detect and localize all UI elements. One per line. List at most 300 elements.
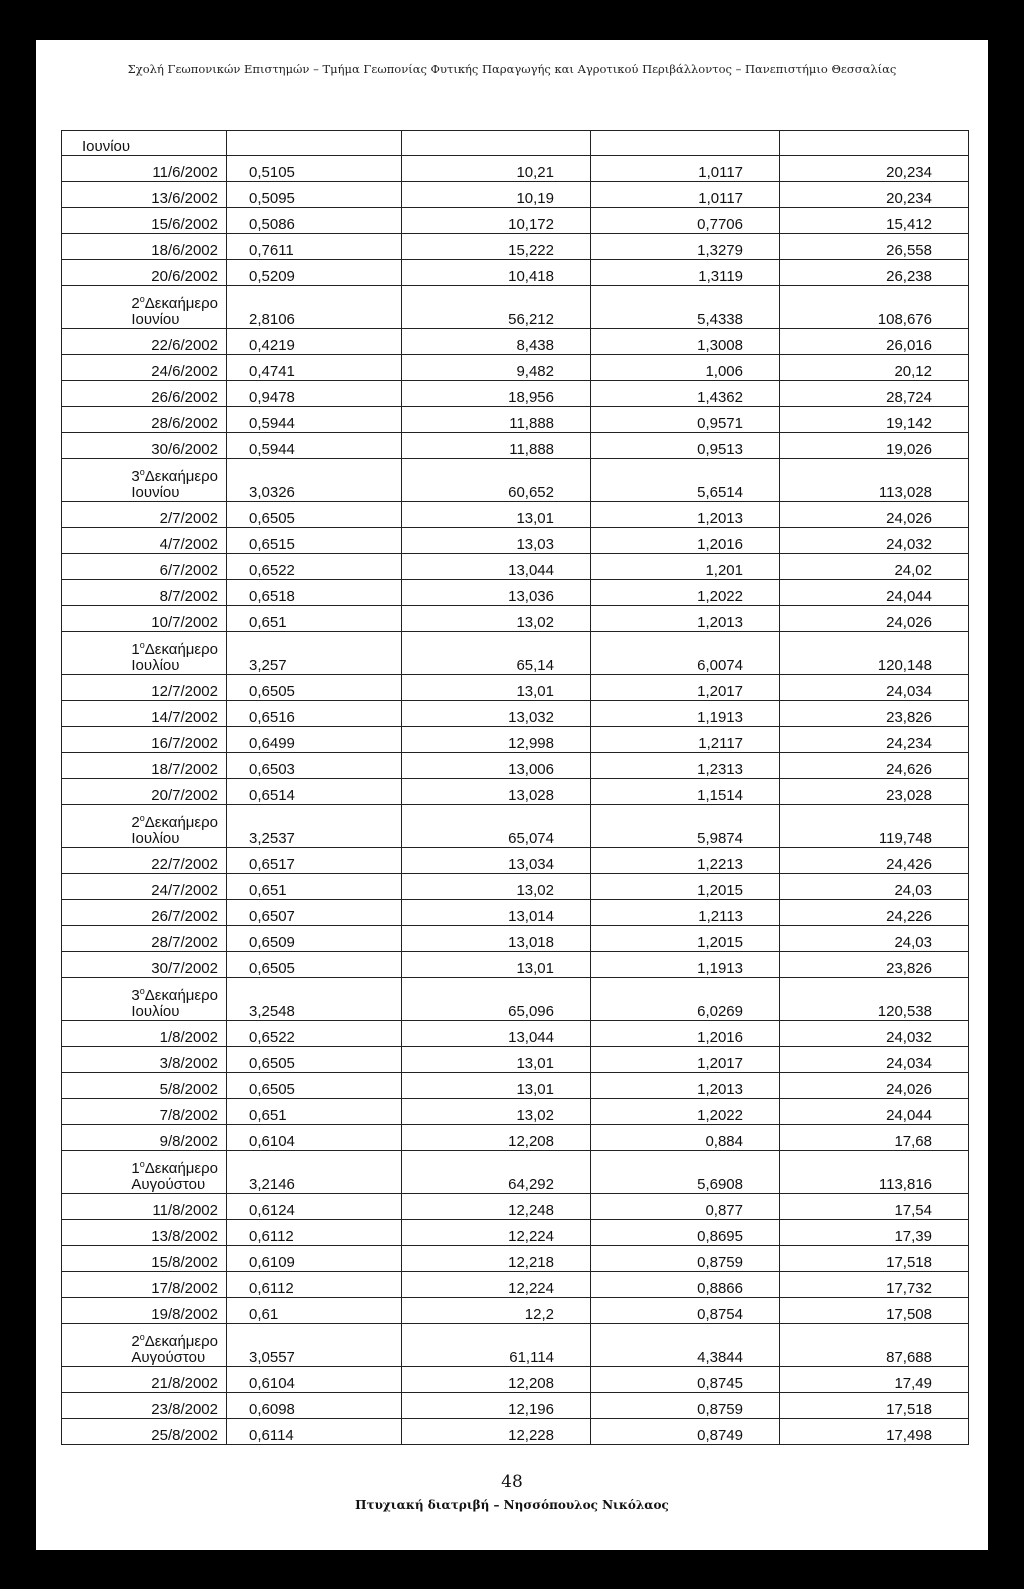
table-row — [62, 329, 969, 355]
value-cell: 60,652 — [402, 459, 591, 502]
value-cell: 5,9874 — [591, 805, 780, 848]
value-cell: 0,9513 — [591, 433, 780, 459]
table-row — [62, 407, 969, 433]
value-cell: 0,8759 — [591, 1246, 780, 1272]
value-cell: 12,2 — [402, 1298, 591, 1324]
value-cell: 1,1514 — [591, 779, 780, 805]
table-row — [62, 779, 969, 805]
value-cell: 0,5944 — [227, 407, 402, 433]
value-cell: 0,8754 — [591, 1298, 780, 1324]
value-cell: 13,034 — [402, 848, 591, 874]
table-cell — [227, 131, 402, 156]
period-label — [62, 632, 227, 675]
value-cell: 3,0557 — [227, 1324, 402, 1367]
summary-row — [62, 978, 969, 1021]
period-line-1 — [131, 1156, 218, 1177]
summary-row — [62, 1324, 969, 1367]
value-cell: 120,538 — [780, 978, 969, 1021]
table-row — [62, 1194, 969, 1220]
ordinal-mark: o — [139, 640, 145, 650]
value-cell: 87,688 — [780, 1324, 969, 1367]
date-cell: 26/7/2002 — [62, 900, 227, 926]
value-cell: 13,01 — [402, 675, 591, 701]
period-line-1 — [131, 291, 218, 312]
value-cell: 0,6499 — [227, 727, 402, 753]
summary-row — [62, 286, 969, 329]
value-cell: 12,228 — [402, 1419, 591, 1445]
period-month: Ιουνίου — [131, 311, 180, 328]
table-row — [62, 260, 969, 286]
table-row — [62, 1125, 969, 1151]
page-header: Σχολή Γεωπονικών Επιστημών – Τμήμα Γεωπονίας Φυτικής Παραγωγής και Αγροτικού Περιβάλλοντος – Πανεπιστήμιο Θεσσαλίας — [127, 62, 897, 76]
period-word: Δεκαήμερο — [144, 468, 218, 485]
table-row — [62, 753, 969, 779]
value-cell: 0,651 — [227, 874, 402, 900]
value-cell: 1,2022 — [591, 1099, 780, 1125]
value-cell: 12,196 — [402, 1393, 591, 1419]
value-cell: 113,028 — [780, 459, 969, 502]
date-cell: 26/6/2002 — [62, 381, 227, 407]
value-cell: 24,426 — [780, 848, 969, 874]
table-row — [62, 1047, 969, 1073]
period-label-text — [131, 464, 218, 501]
value-cell: 3,257 — [227, 632, 402, 675]
value-cell: 0,8759 — [591, 1393, 780, 1419]
ordinal-mark: o — [139, 986, 145, 996]
date-cell: 11/6/2002 — [62, 156, 227, 182]
value-cell: 1,4362 — [591, 381, 780, 407]
value-cell: 12,224 — [402, 1272, 591, 1298]
value-cell: 24,234 — [780, 727, 969, 753]
value-cell: 10,172 — [402, 208, 591, 234]
value-cell: 10,21 — [402, 156, 591, 182]
value-cell: 19,026 — [780, 433, 969, 459]
value-cell: 1,1913 — [591, 701, 780, 727]
value-cell: 15,222 — [402, 234, 591, 260]
date-cell: 28/7/2002 — [62, 926, 227, 952]
value-cell: 11,888 — [402, 433, 591, 459]
value-cell: 13,02 — [402, 1099, 591, 1125]
value-cell: 23,826 — [780, 701, 969, 727]
value-cell: 1,2313 — [591, 753, 780, 779]
period-word: Δεκαήμερο — [144, 1333, 218, 1350]
summary-row — [62, 1151, 969, 1194]
table-row — [62, 1246, 969, 1272]
value-cell: 0,6112 — [227, 1272, 402, 1298]
value-cell: 0,6114 — [227, 1419, 402, 1445]
value-cell: 12,248 — [402, 1194, 591, 1220]
date-cell: 30/6/2002 — [62, 433, 227, 459]
table-cell — [402, 131, 591, 156]
date-cell: 22/7/2002 — [62, 848, 227, 874]
value-cell: 13,01 — [402, 952, 591, 978]
period-number: 2 — [131, 1333, 140, 1350]
table-row — [62, 675, 969, 701]
period-label — [62, 459, 227, 502]
table-row — [62, 433, 969, 459]
period-month: Αυγούστου — [131, 1176, 206, 1193]
value-cell: 1,2013 — [591, 606, 780, 632]
period-month: Ιουλίου — [131, 1003, 180, 1020]
value-cell: 0,6104 — [227, 1367, 402, 1393]
date-cell: 24/7/2002 — [62, 874, 227, 900]
value-cell: 0,651 — [227, 606, 402, 632]
data-table — [61, 130, 969, 1445]
date-cell: 10/7/2002 — [62, 606, 227, 632]
value-cell: 0,5944 — [227, 433, 402, 459]
value-cell: 24,226 — [780, 900, 969, 926]
value-cell: 0,6515 — [227, 528, 402, 554]
date-cell: 13/6/2002 — [62, 182, 227, 208]
date-cell: 13/8/2002 — [62, 1220, 227, 1246]
value-cell: 13,006 — [402, 753, 591, 779]
value-cell: 24,044 — [780, 580, 969, 606]
value-cell: 13,02 — [402, 606, 591, 632]
table-row — [62, 848, 969, 874]
value-cell: 6,0074 — [591, 632, 780, 675]
date-cell: 11/8/2002 — [62, 1194, 227, 1220]
table-row — [62, 1367, 969, 1393]
value-cell: 24,026 — [780, 606, 969, 632]
value-cell: 17,498 — [780, 1419, 969, 1445]
value-cell: 0,6505 — [227, 1047, 402, 1073]
value-cell: 3,0326 — [227, 459, 402, 502]
date-cell: 17/8/2002 — [62, 1272, 227, 1298]
value-cell: 13,02 — [402, 874, 591, 900]
value-cell: 0,6516 — [227, 701, 402, 727]
value-cell: 17,732 — [780, 1272, 969, 1298]
value-cell: 119,748 — [780, 805, 969, 848]
value-cell: 4,3844 — [591, 1324, 780, 1367]
summary-row — [62, 459, 969, 502]
first-row-label: Ιουνίου — [62, 131, 227, 156]
date-cell: 18/7/2002 — [62, 753, 227, 779]
table-row — [62, 182, 969, 208]
date-cell: 3/8/2002 — [62, 1047, 227, 1073]
value-cell: 15,412 — [780, 208, 969, 234]
period-word: Δεκαήμερο — [144, 1160, 218, 1177]
value-cell: 64,292 — [402, 1151, 591, 1194]
period-month: Ιουλίου — [131, 830, 180, 847]
period-label-text — [131, 637, 218, 674]
value-cell: 1,2022 — [591, 580, 780, 606]
value-cell: 5,6908 — [591, 1151, 780, 1194]
value-cell: 0,6503 — [227, 753, 402, 779]
date-cell: 5/8/2002 — [62, 1073, 227, 1099]
table-row — [62, 1099, 969, 1125]
date-cell: 30/7/2002 — [62, 952, 227, 978]
value-cell: 17,68 — [780, 1125, 969, 1151]
value-cell: 0,6517 — [227, 848, 402, 874]
value-cell: 1,2017 — [591, 675, 780, 701]
value-cell: 10,418 — [402, 260, 591, 286]
value-cell: 20,234 — [780, 182, 969, 208]
value-cell: 12,998 — [402, 727, 591, 753]
value-cell: 1,1913 — [591, 952, 780, 978]
table-row — [62, 926, 969, 952]
value-cell: 1,2213 — [591, 848, 780, 874]
value-cell: 5,4338 — [591, 286, 780, 329]
period-month: Ιουνίου — [131, 484, 180, 501]
period-word: Δεκαήμερο — [144, 814, 218, 831]
value-cell: 12,208 — [402, 1125, 591, 1151]
value-cell: 20,12 — [780, 355, 969, 381]
value-cell: 12,208 — [402, 1367, 591, 1393]
table-cell — [780, 131, 969, 156]
value-cell: 3,2548 — [227, 978, 402, 1021]
value-cell: 13,014 — [402, 900, 591, 926]
value-cell: 0,8866 — [591, 1272, 780, 1298]
value-cell: 26,558 — [780, 234, 969, 260]
value-cell: 0,6518 — [227, 580, 402, 606]
value-cell: 24,626 — [780, 753, 969, 779]
value-cell: 0,4741 — [227, 355, 402, 381]
value-cell: 0,651 — [227, 1099, 402, 1125]
value-cell: 0,6509 — [227, 926, 402, 952]
value-cell: 1,2017 — [591, 1047, 780, 1073]
value-cell: 8,438 — [402, 329, 591, 355]
value-cell: 0,6104 — [227, 1125, 402, 1151]
value-cell: 1,2016 — [591, 528, 780, 554]
value-cell: 1,2016 — [591, 1021, 780, 1047]
table-row — [62, 1073, 969, 1099]
period-month: Ιουλίου — [131, 657, 180, 674]
date-cell: 24/6/2002 — [62, 355, 227, 381]
value-cell: 1,3008 — [591, 329, 780, 355]
value-cell: 20,234 — [780, 156, 969, 182]
value-cell: 13,03 — [402, 528, 591, 554]
page-footer: Πτυχιακή διατριβή – Νησσόπουλος Νικόλαος — [355, 1498, 669, 1512]
value-cell: 0,5105 — [227, 156, 402, 182]
table-row — [62, 1393, 969, 1419]
value-cell: 24,034 — [780, 675, 969, 701]
value-cell: 0,6098 — [227, 1393, 402, 1419]
value-cell: 1,2015 — [591, 874, 780, 900]
period-word: Δεκαήμερο — [144, 295, 218, 312]
value-cell: 19,142 — [780, 407, 969, 433]
value-cell: 13,044 — [402, 1021, 591, 1047]
table-row — [62, 234, 969, 260]
value-cell: 0,6522 — [227, 554, 402, 580]
value-cell: 1,3119 — [591, 260, 780, 286]
ordinal-mark: o — [139, 294, 145, 304]
value-cell: 65,074 — [402, 805, 591, 848]
date-cell: 1/8/2002 — [62, 1021, 227, 1047]
value-cell: 65,096 — [402, 978, 591, 1021]
date-cell: 15/8/2002 — [62, 1246, 227, 1272]
value-cell: 1,2013 — [591, 502, 780, 528]
table-row — [62, 1298, 969, 1324]
value-cell: 0,6112 — [227, 1220, 402, 1246]
value-cell: 28,724 — [780, 381, 969, 407]
value-cell: 12,224 — [402, 1220, 591, 1246]
value-cell: 13,028 — [402, 779, 591, 805]
value-cell: 0,8695 — [591, 1220, 780, 1246]
table-row — [62, 528, 969, 554]
value-cell: 0,6109 — [227, 1246, 402, 1272]
value-cell: 0,6522 — [227, 1021, 402, 1047]
summary-row — [62, 632, 969, 675]
value-cell: 13,01 — [402, 1073, 591, 1099]
value-cell: 9,482 — [402, 355, 591, 381]
period-label-text — [131, 983, 218, 1020]
period-label-text — [131, 1329, 218, 1366]
value-cell: 6,0269 — [591, 978, 780, 1021]
value-cell: 12,218 — [402, 1246, 591, 1272]
ordinal-mark: o — [139, 813, 145, 823]
value-cell: 17,54 — [780, 1194, 969, 1220]
date-cell: 7/8/2002 — [62, 1099, 227, 1125]
value-cell: 65,14 — [402, 632, 591, 675]
table-row — [62, 727, 969, 753]
value-cell: 3,2146 — [227, 1151, 402, 1194]
table-row — [62, 952, 969, 978]
value-cell: 11,888 — [402, 407, 591, 433]
value-cell: 0,8749 — [591, 1419, 780, 1445]
value-cell: 0,6507 — [227, 900, 402, 926]
value-cell: 0,7706 — [591, 208, 780, 234]
value-cell: 17,518 — [780, 1393, 969, 1419]
value-cell: 0,9478 — [227, 381, 402, 407]
date-cell: 25/8/2002 — [62, 1419, 227, 1445]
value-cell: 10,19 — [402, 182, 591, 208]
value-cell: 24,026 — [780, 502, 969, 528]
period-label — [62, 978, 227, 1021]
ordinal-mark: o — [139, 1159, 145, 1169]
table-row — [62, 1021, 969, 1047]
table-row — [62, 156, 969, 182]
value-cell: 0,7611 — [227, 234, 402, 260]
table-row — [62, 1419, 969, 1445]
value-cell: 1,0117 — [591, 156, 780, 182]
period-word: Δεκαήμερο — [144, 641, 218, 658]
value-cell: 24,034 — [780, 1047, 969, 1073]
value-cell: 1,2013 — [591, 1073, 780, 1099]
value-cell: 61,114 — [402, 1324, 591, 1367]
period-word: Δεκαήμερο — [144, 987, 218, 1004]
date-cell: 12/7/2002 — [62, 675, 227, 701]
value-cell: 0,877 — [591, 1194, 780, 1220]
value-cell: 120,148 — [780, 632, 969, 675]
ordinal-mark: o — [139, 1332, 145, 1342]
value-cell: 113,816 — [780, 1151, 969, 1194]
date-cell: 28/6/2002 — [62, 407, 227, 433]
value-cell: 24,026 — [780, 1073, 969, 1099]
value-cell: 0,6505 — [227, 1073, 402, 1099]
period-number: 2 — [131, 295, 140, 312]
table-body — [62, 131, 969, 1445]
value-cell: 108,676 — [780, 286, 969, 329]
value-cell: 17,518 — [780, 1246, 969, 1272]
date-cell: 16/7/2002 — [62, 727, 227, 753]
value-cell: 23,826 — [780, 952, 969, 978]
value-cell: 2,8106 — [227, 286, 402, 329]
date-cell: 6/7/2002 — [62, 554, 227, 580]
page-number: 48 — [501, 1472, 523, 1492]
table-row — [62, 131, 969, 156]
date-cell: 20/6/2002 — [62, 260, 227, 286]
period-number: 2 — [131, 814, 140, 831]
value-cell: 5,6514 — [591, 459, 780, 502]
value-cell: 24,03 — [780, 926, 969, 952]
document-page — [36, 40, 988, 1550]
value-cell: 56,212 — [402, 286, 591, 329]
table-row — [62, 874, 969, 900]
table-row — [62, 1272, 969, 1298]
value-cell: 26,238 — [780, 260, 969, 286]
value-cell: 13,018 — [402, 926, 591, 952]
date-cell: 9/8/2002 — [62, 1125, 227, 1151]
table-row — [62, 381, 969, 407]
table-row — [62, 606, 969, 632]
table-row — [62, 502, 969, 528]
value-cell: 23,028 — [780, 779, 969, 805]
period-label-text — [131, 810, 218, 847]
table-row — [62, 580, 969, 606]
period-label — [62, 1151, 227, 1194]
table-row — [62, 554, 969, 580]
period-number: 3 — [131, 468, 140, 485]
date-cell: 8/7/2002 — [62, 580, 227, 606]
date-cell: 2/7/2002 — [62, 502, 227, 528]
value-cell: 0,6505 — [227, 952, 402, 978]
ordinal-mark: o — [139, 467, 145, 477]
value-cell: 0,4219 — [227, 329, 402, 355]
value-cell: 0,9571 — [591, 407, 780, 433]
period-line-1 — [131, 1329, 218, 1350]
value-cell: 26,016 — [780, 329, 969, 355]
value-cell: 0,6124 — [227, 1194, 402, 1220]
value-cell: 13,032 — [402, 701, 591, 727]
value-cell: 0,884 — [591, 1125, 780, 1151]
value-cell: 0,5095 — [227, 182, 402, 208]
table-row — [62, 900, 969, 926]
value-cell: 1,3279 — [591, 234, 780, 260]
date-cell: 20/7/2002 — [62, 779, 227, 805]
value-cell: 0,5209 — [227, 260, 402, 286]
period-label — [62, 286, 227, 329]
value-cell: 17,39 — [780, 1220, 969, 1246]
period-line-1 — [131, 983, 218, 1004]
date-cell: 15/6/2002 — [62, 208, 227, 234]
table-cell — [591, 131, 780, 156]
value-cell: 0,6514 — [227, 779, 402, 805]
date-cell: 14/7/2002 — [62, 701, 227, 727]
period-line-1 — [131, 464, 218, 485]
value-cell: 17,49 — [780, 1367, 969, 1393]
value-cell: 24,032 — [780, 528, 969, 554]
value-cell: 1,2113 — [591, 900, 780, 926]
summary-row — [62, 805, 969, 848]
date-cell: 23/8/2002 — [62, 1393, 227, 1419]
table-row — [62, 355, 969, 381]
value-cell: 13,044 — [402, 554, 591, 580]
value-cell: 0,61 — [227, 1298, 402, 1324]
period-number: 1 — [131, 1160, 140, 1177]
table-row — [62, 1220, 969, 1246]
date-cell: 21/8/2002 — [62, 1367, 227, 1393]
value-cell: 24,032 — [780, 1021, 969, 1047]
value-cell: 1,201 — [591, 554, 780, 580]
value-cell: 13,01 — [402, 502, 591, 528]
value-cell: 24,02 — [780, 554, 969, 580]
period-line-1 — [131, 637, 218, 658]
date-cell: 4/7/2002 — [62, 528, 227, 554]
table-row — [62, 208, 969, 234]
value-cell: 1,0117 — [591, 182, 780, 208]
value-cell: 1,2117 — [591, 727, 780, 753]
value-cell: 13,036 — [402, 580, 591, 606]
